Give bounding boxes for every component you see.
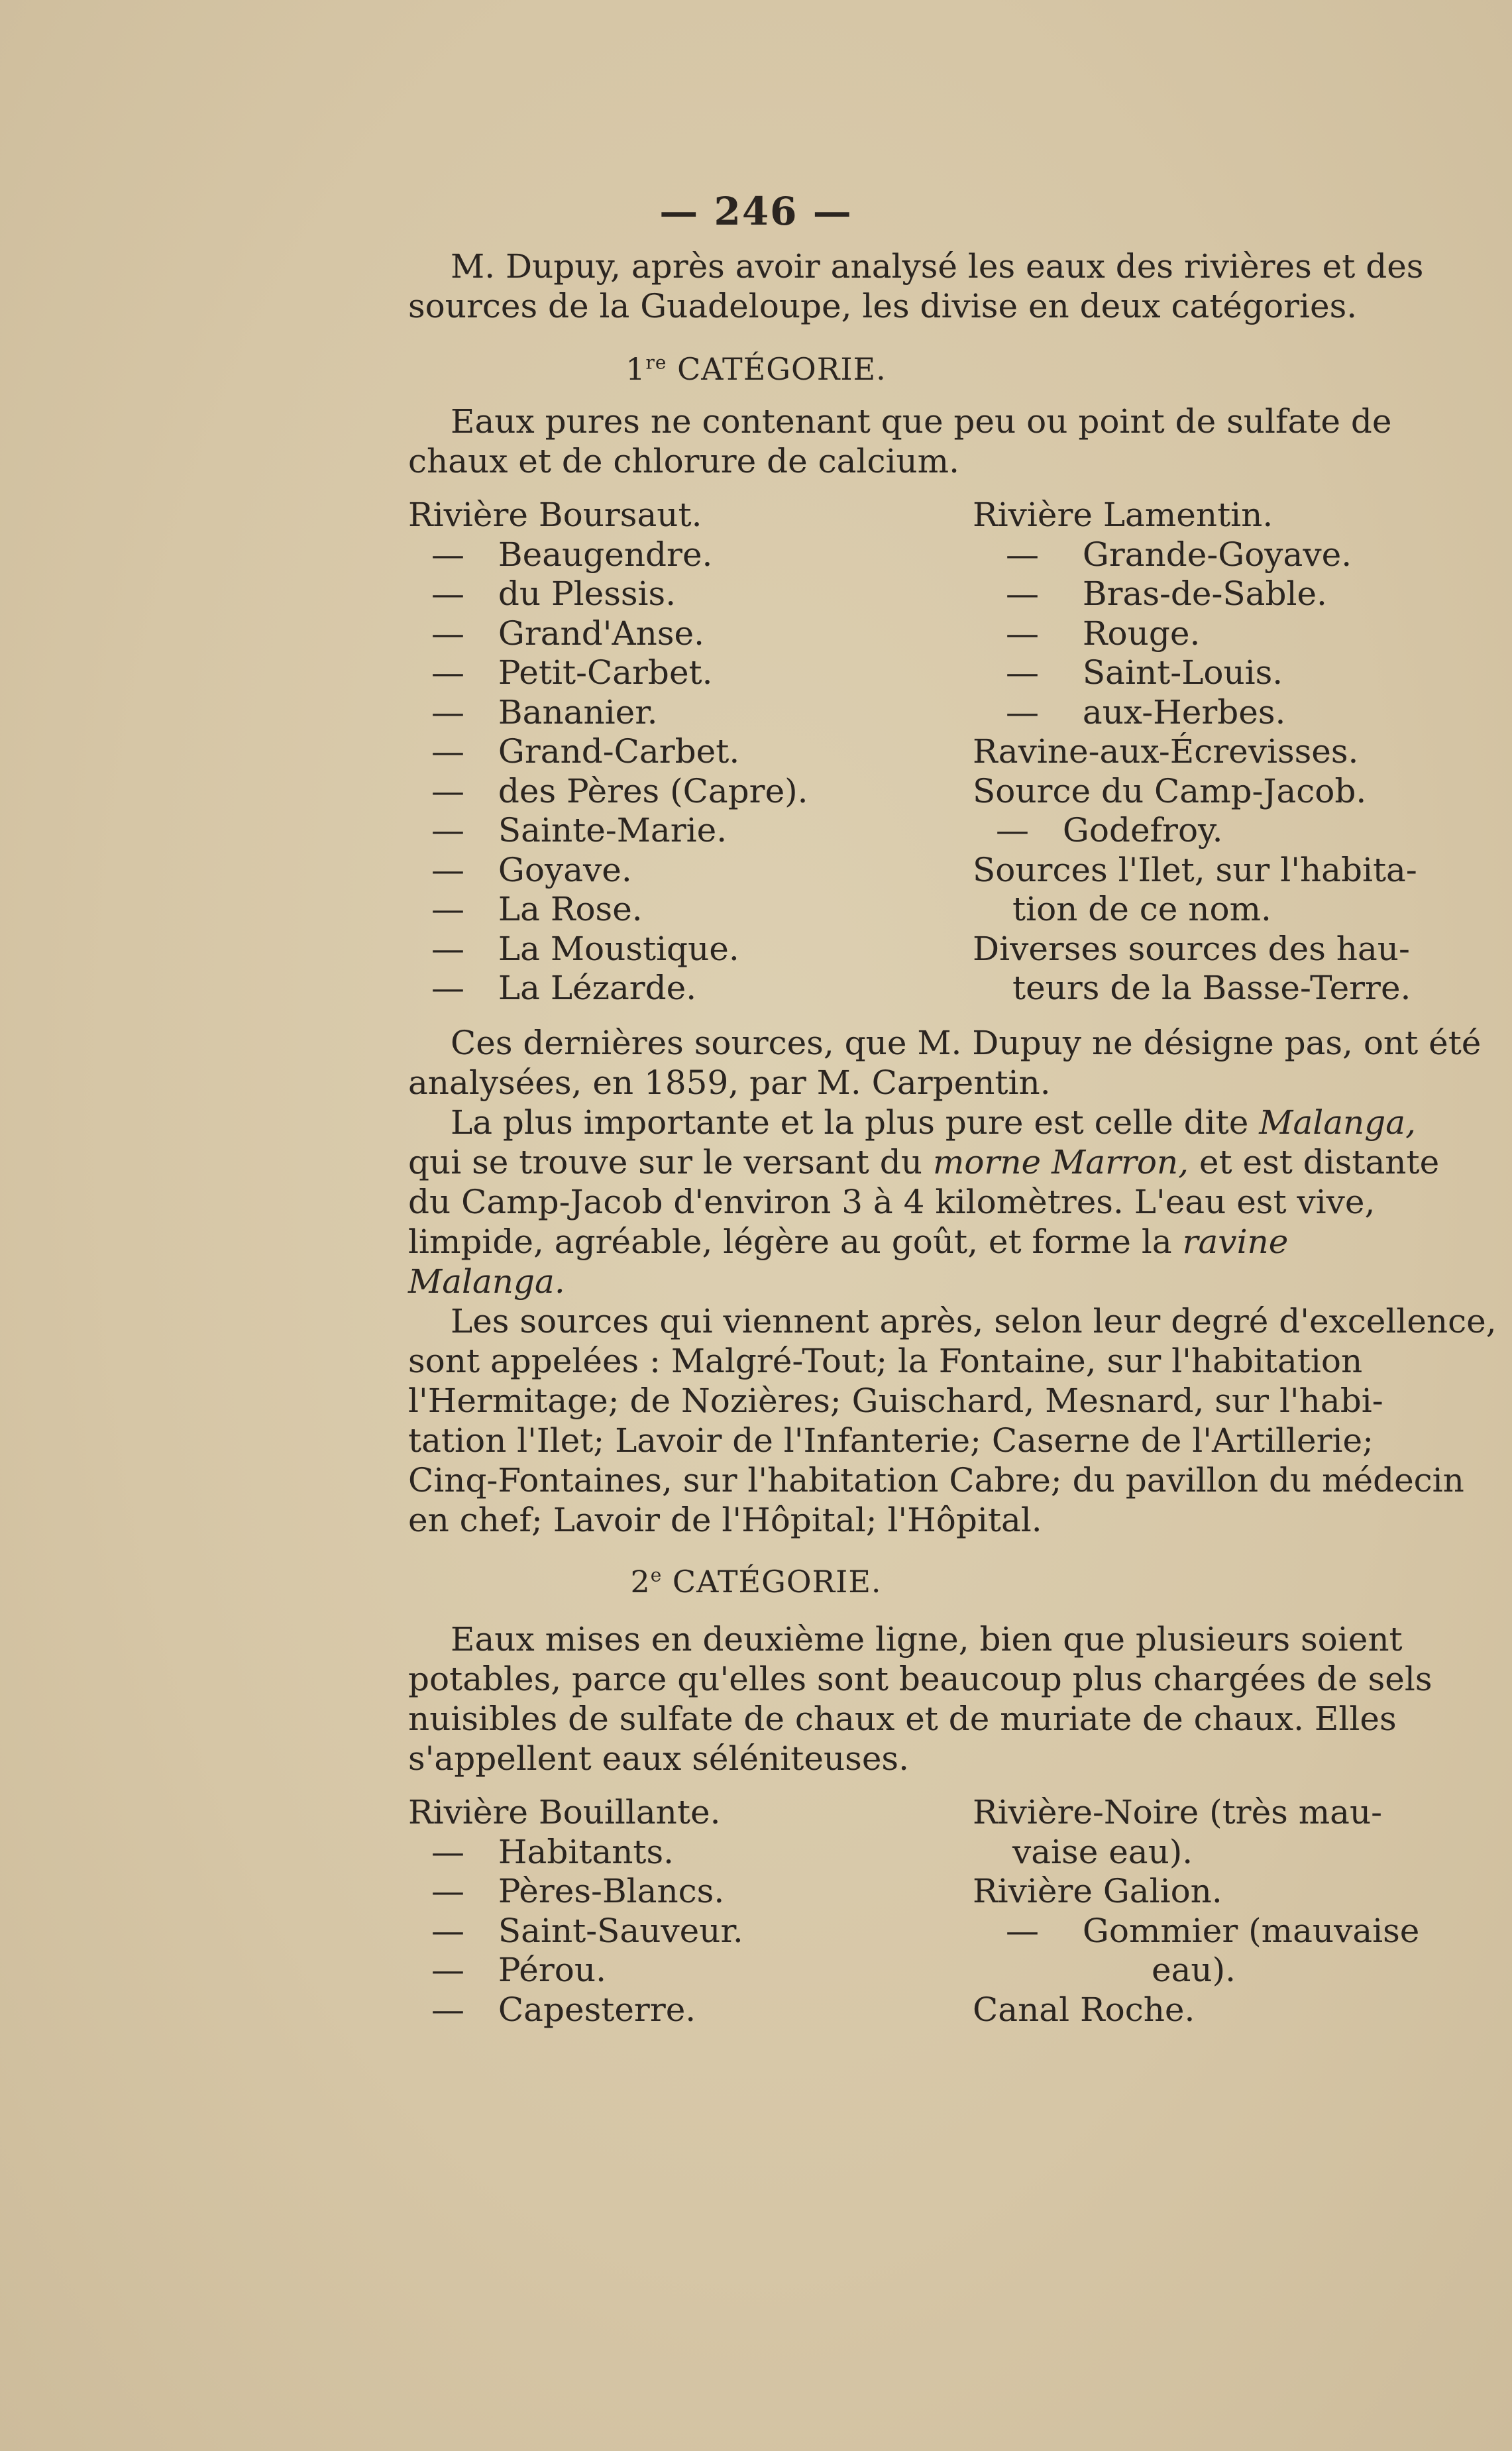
page-number: — 246 —: [659, 189, 853, 234]
category-ordinal: e: [650, 1564, 663, 1586]
list-item: Rivière Galion.: [973, 1872, 1222, 1910]
list-item: — Pérou.: [431, 1951, 606, 1989]
list-item: — Godefroy.: [996, 811, 1223, 849]
text-line: du Camp-Jacob d'environ 3 à 4 kilomètres. L'eau est vive,: [408, 1183, 1376, 1221]
paragraph-sources: [408, 1301, 1497, 1540]
text-line: en chef; Lavoir de l'Hôpital; l'Hôpital.: [408, 1501, 1042, 1539]
category-2-heading: [0, 1564, 1512, 1600]
text-line: sont appelées : Malgré-Tout; la Fontaine, sur l'habitation: [408, 1342, 1363, 1380]
list-item: — Grand'Anse.: [431, 614, 704, 653]
category-label: CATÉGORIE.: [677, 351, 887, 387]
text-line: Malanga.: [408, 1262, 565, 1301]
river-list-left: [408, 496, 808, 1008]
list-item: — Petit-Carbet.: [431, 653, 713, 692]
category-label: CATÉGORIE.: [672, 1564, 882, 1600]
list-item: — Sainte-Marie.: [431, 811, 728, 849]
category-1-description: [408, 402, 1409, 481]
list-item: Canal Roche.: [973, 1990, 1195, 2029]
list-item: — aux-Herbes.: [1006, 692, 1286, 732]
text-line: l'Hermitage; de Nozières; Guischard, Mesnard, sur l'habi-: [408, 1382, 1383, 1420]
list-item: tion de ce nom.: [1012, 890, 1271, 928]
list-item: — Bananier.: [431, 692, 658, 732]
list-item: — Saint-Louis.: [1006, 653, 1283, 692]
list-item: — Gommier (mauvaise: [1006, 1911, 1420, 1950]
list-item: — du Plessis.: [431, 574, 676, 613]
list-item: — La Lézarde.: [431, 969, 697, 1007]
text-line: analysées, en 1859, par M. Carpentin.: [408, 1063, 1051, 1102]
list-item: Source du Camp-Jacob.: [973, 771, 1367, 810]
list-item: Diverses sources des hau-: [973, 929, 1410, 968]
list-item: Ravine-aux-Écrevisses.: [973, 732, 1359, 771]
text-line: potables, parce qu'elles sont beaucoup plus chargées de sels: [408, 1660, 1432, 1698]
category-2-description: [408, 1619, 1432, 1778]
text-line: Eaux pures ne contenant que peu ou point de sulfate de: [451, 402, 1392, 441]
text-line: limpide, agréable, légère au goût, et forme la ravine: [408, 1223, 1289, 1261]
paragraph-analysis: [408, 1023, 1482, 1103]
text-line: Les sources qui viennent après, selon leur degré d'excellence,: [451, 1302, 1497, 1340]
river-list-2-right: [973, 1793, 1419, 2030]
list-item: — Grand-Carbet.: [431, 732, 740, 771]
text-line: s'appellent eaux séléniteuses.: [408, 1739, 909, 1778]
list-item: — Saint-Sauveur.: [431, 1911, 743, 1950]
list-item: Sources l'Ilet, sur l'habita-: [973, 850, 1417, 889]
list-item: — Rouge.: [1006, 614, 1201, 653]
river-list-2-left: [408, 1793, 743, 2030]
category-number: 2: [630, 1564, 651, 1600]
text-line: nuisibles de sulfate de chaux et de muriate de chaux. Elles: [408, 1700, 1397, 1738]
text-line: sources de la Guadeloupe, les divise en deux catégories.: [408, 287, 1358, 325]
category-1-heading: [0, 351, 1512, 387]
list-item: Rivière Lamentin.: [973, 496, 1273, 534]
list-item: teurs de la Basse-Terre.: [1012, 969, 1411, 1007]
list-item: Rivière Bouillante.: [408, 1793, 721, 1831]
list-item: — Grande-Goyave.: [1006, 535, 1352, 574]
text-line: tation l'Ilet; Lavoir de l'Infanterie; Caserne de l'Artillerie;: [408, 1421, 1374, 1460]
list-item: — des Pères (Capre).: [431, 771, 808, 810]
list-item: eau).: [1152, 1951, 1236, 1989]
text-line: M. Dupuy, après avoir analysé les eaux des rivières et des: [451, 247, 1424, 286]
text-line: La plus importante et la plus pure est celle dite Malanga,: [451, 1103, 1416, 1142]
list-item: — Habitants.: [431, 1832, 675, 1871]
intro-paragraph: [408, 246, 1424, 326]
list-item: — La Rose.: [431, 890, 643, 928]
category-ordinal: re: [645, 351, 667, 374]
text-line: Ces dernières sources, que M. Dupuy ne désigne pas, ont été: [451, 1024, 1482, 1062]
text-line: qui se trouve sur le versant du morne Marron, et est distante: [408, 1143, 1440, 1181]
list-item: — Bras-de-Sable.: [1006, 574, 1327, 613]
text-line: chaux et de chlorure de calcium.: [408, 442, 959, 480]
list-item: — Capesterre.: [431, 1990, 696, 2029]
list-item: Rivière-Noire (très mau-: [973, 1793, 1383, 1831]
text-line: Eaux mises en deuxième ligne, bien que plusieurs soient: [451, 1620, 1403, 1659]
list-item: — Beaugendre.: [431, 535, 713, 574]
list-item: — Pères-Blancs.: [431, 1872, 725, 1910]
text-line: Cinq-Fontaines, sur l'habitation Cabre; du pavillon du médecin: [408, 1461, 1464, 1499]
river-list-right: [973, 496, 1417, 1008]
list-item: Rivière Boursaut.: [408, 496, 702, 534]
category-number: 1: [625, 351, 646, 387]
list-item: vaise eau).: [1012, 1832, 1193, 1871]
paragraph-malanga: [408, 1103, 1440, 1301]
list-item: — Goyave.: [431, 850, 632, 889]
list-item: — La Moustique.: [431, 929, 739, 968]
